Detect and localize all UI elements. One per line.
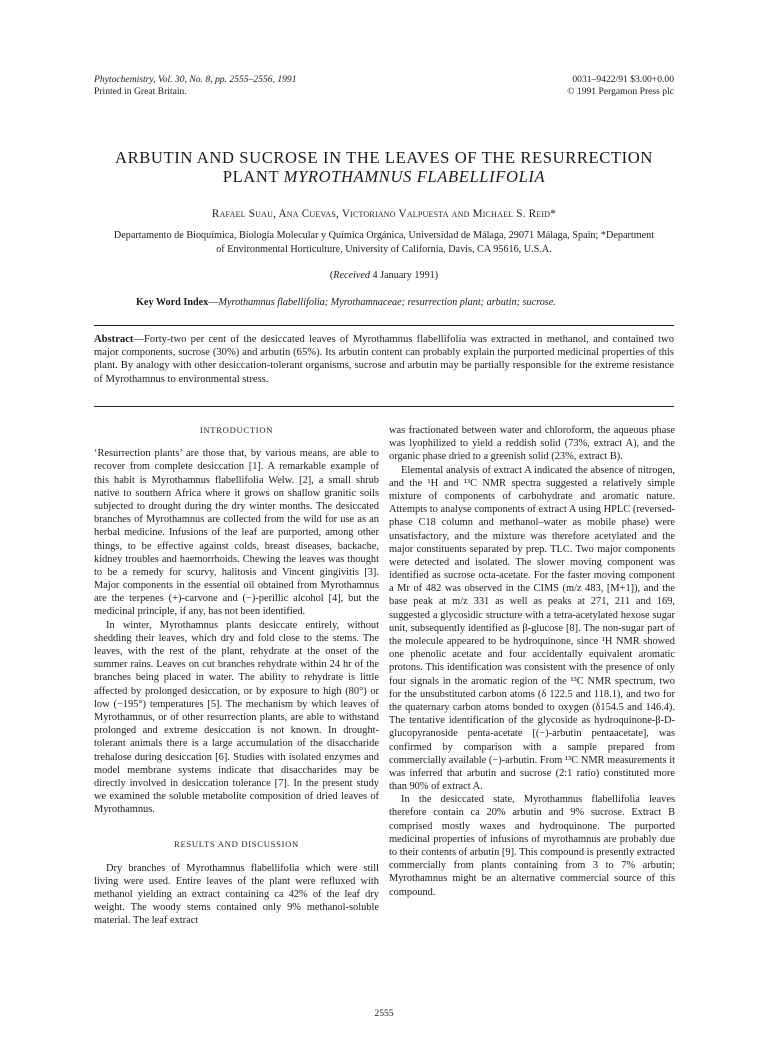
title-line-2 [94,167,674,186]
results-paragraph-1: Dry branches of Myrothamnus flabellifolia which were still living were used. Entire leaves of the plant were refluxed with methanol yielding an extract containing ca 42% of the leaf dry weight. The woody stems contained only 9% methanol-soluble material. The leaf extract [94,862,379,927]
received-open: ( [329,270,334,281]
results-paragraph-1-continued: was fractionated between water and chloroform, the aqueous phase was lyophilized to yield a reddish solid (73%, extract A), and the organic phase dried to a greenish solid (23%, extract B). [389,425,675,463]
keyword-index-label: Key Word Index [136,297,209,308]
right-column [389,424,675,899]
copyright-line: © 1991 Pergamon Press plc [567,86,674,97]
keyword-separator: — [208,297,219,308]
received-date-text: 4 January 1991) [369,270,439,281]
keyword-list: Myrothamnus flabellifolia; Myrothamnaceae; resurrection plant; arbutin; sucrose. [218,297,556,308]
keyword-index [136,296,632,309]
abstract-top-rule [94,325,674,326]
title-species-name: MYROTHAMNUS FLABELLIFOLIA [283,167,546,186]
received-label: Received [333,270,370,281]
publisher-code [567,74,674,98]
author-list: Rafael Suau, Ana Cuevas, Victoriano Valpuesta and Michael S. Reid* [211,208,557,220]
journal-citation-line: Phytochemistry, Vol. 30, No. 8, pp. 2555–2556, 1991 [94,74,297,85]
abstract-text: —Forty-two per cent of the desiccated leaves of Myrothamnus flabellifolia was extracted in methanol, and contained two major components, sucrose (30%) and arbutin (65%). Its arbutin content can probably explain the purported medicinal properties of this plant. By analogy with other desiccation-tolerant organisms, sucrose and arbutin may be partially responsible for the extreme resistance of Myrothamnus to environmental stress. [94,334,674,385]
title-line-1: ARBUTIN AND SUCROSE IN THE LEAVES OF THE RESURRECTION [115,148,653,167]
abstract-bottom-rule [94,406,674,407]
article-title [94,148,674,186]
received-date [94,270,674,281]
results-paragraph-3: In the desiccated state, Myrothamnus flabellifolia leaves therefore contain ca 20% arbutin and 9% sucrose. Extract B comprised mostly waxes and hydroquinone. The purported medicinal properties of infusions of myrothamnus are probably due to their contents of arbutin [9]. This compound is presently extracted commercially from plants containing from 3 to 7% arbutin; Myrothamnus might be an alternative commercial source of this compound. [389,794,675,898]
abstract [94,333,674,386]
introduction-paragraph-1: ‘Resurrection plants’ are those that, by various means, are able to recover from complete desiccation [1]. A remarkable example of this habit is Myrothamnus flabellifolia Welw. [2], a small shrub native to southern Africa where it grows on shallow granitic soils subjected to drought during the dry winter months. The desiccated branches of Myrothamnus are collected from the wild for use as an herbal medicine. Infusions of the leaf are purported, among other things, to be effective against colds, breast diseases, backache, kidney troubles and haemorrhoids. Chewing the leaves was thought to be a remedy for scurvy, halitosis and Vincent gingivitis [3]. Major components in the essential oil obtained from Myrothamnus are the terpenes (+)-carvone and (−)-perillic alcohol [4], but the medicinal principle, if any, has not been identified. [94,448,379,618]
left-column [94,424,379,928]
affiliation-line-1: Departamento de Bioquímica, Biología Molecular y Química Orgánica, Universidad de Málaga, 29071 Málaga, Spain; *Department [113,230,655,241]
affiliations [94,229,674,256]
introduction-heading: INTRODUCTION [199,425,274,435]
printed-in-line: Printed in Great Britain. [94,86,187,97]
title-line-2-prefix: PLANT [222,167,284,186]
introduction-paragraph-2: In winter, Myrothamnus plants desiccate entirely, without shedding their leaves, which dry and fold close to the stems. The leaves, with the rest of the plant, rehydrate at the onset of the summer rains. Leaves on cut branches rehydrate within 24 hr of the branches being placed in water. The ability to rehydrate is little affected by prolonged desiccation, or by exposure to high (80°) or low (−195°) temperatures [5]. The mechanism by which leaves of Myrothamnus, or of other resurrection plants, are able to withstand prolonged and extreme desiccation is not known. In drought-tolerant animals there is a large accumulation of the disaccharide trehalose during desiccation [6]. Studies with isolated enzymes and model membrane systems indicate that disaccharides may be directly involved in desiccation tolerance [7]. In the present study we examined the soluble metabolite composition of dried leaves of Myrothamnus. [94,619,379,816]
page-number: 2555 [374,1008,394,1019]
price-code-line: 0031–9422/91 $3.00+0.00 [572,74,674,85]
results-paragraph-2: Elemental analysis of extract A indicated the absence of nitrogen, and the ¹H and ¹³C NMR spectra suggested a relatively simple mixture of components of carbohydrate and aromatic nature. Attempts to analyse components of extract A using HPLC (reversed-phase C18 column and methanol–water as mobile phase) were unsatisfactory, and the mixture was therefore acetylated and the major constituents separated by prep. TLC. Two major components were detected and isolated. The slower moving component was identified as sucrose octa-acetate. For the faster moving component a Mr of 482 was observed in the CIMS (m/z 483, [M+1]), and the base peak at m/z 331 as well as peaks at 271, 211 and 169, suggested a glycosidic structure with a tetra-acetylated hexose sugar unit, subsequently identified as β-glucose [8]. The non-sugar part of the molecule appeared to be hydroquinone, since ¹H NMR showed one phenolic acetate and four accidentally equivalent aromatic protons. This identification was consistent with the presence of only four signals in the aromatic region of the ¹³C NMR spectrum, two for the unsubstituted carbon atoms (δ 122.5 and 118.1), and two for the quaternary carbon atoms bonded to oxygen (δ154.5 and 146.4). The tentative identification of the glycoside as hydroquinone-β-D-glucopyranoside penta-acetate [(−)-arbutin pentaacetate], was confirmed by comparison with a sample prepared from commercially available (−)-arbutin. From ¹³C NMR measurements it was inferred that arbutin and sucrose (2:1 ratio) constituted more than 90% of extract A. [389,464,675,793]
results-heading: RESULTS AND DISCUSSION [174,839,299,850]
affiliation-line-2: of Environmental Horticulture, University of California, Davis, CA 95616, U.S.A. [216,243,552,255]
journal-citation [94,74,297,98]
abstract-label: Abstract [94,334,134,345]
